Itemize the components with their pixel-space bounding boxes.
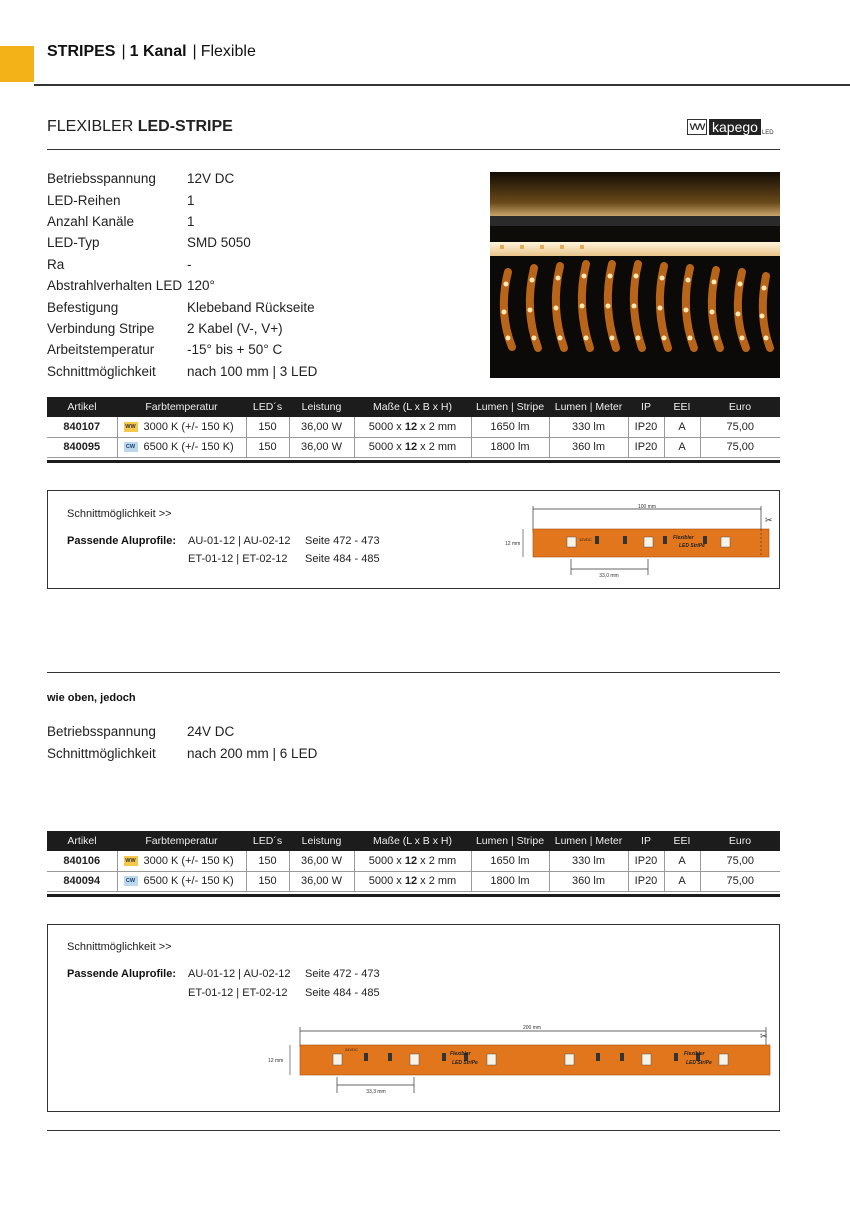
- page-header: [47, 43, 256, 61]
- spec-label: Betriebsspannung: [47, 171, 156, 187]
- profile-au: AU-01-12 | AU-02-12: [188, 535, 291, 547]
- table-header-row: [47, 831, 780, 851]
- spec-row: [47, 742, 377, 763]
- profile-et-pages: Seite 484 - 485: [305, 987, 380, 999]
- cut-info-box: [47, 490, 780, 589]
- header-separator: |: [192, 43, 197, 60]
- dim-width-label: 12 mm: [505, 541, 521, 547]
- led-count: 150: [246, 437, 289, 457]
- eei-class: A: [664, 437, 700, 457]
- column-header: Maße (L x B x H): [354, 831, 471, 851]
- spec-label: Anzahl Kanäle: [47, 213, 135, 229]
- profiles-label: Passende Aluprofile:: [67, 968, 177, 980]
- header-type: Flexible: [200, 43, 256, 60]
- cold-white-badge-icon: CW: [124, 876, 138, 886]
- table-row: [47, 437, 780, 457]
- lumen-meter: 360 lm: [549, 437, 628, 457]
- warm-white-badge-icon: WW: [125, 857, 136, 864]
- spec-row: [47, 211, 377, 232]
- color-temperature-cell: [117, 437, 246, 457]
- dimension-length: 5000 x: [368, 420, 405, 433]
- column-header: Lumen | Stripe: [471, 831, 549, 851]
- lumen-meter: 360 lm: [549, 871, 628, 891]
- dimension-width: 12: [404, 420, 418, 433]
- scissors-icon: ✂: [765, 515, 773, 525]
- lumen-stripe: 1800 lm: [471, 871, 549, 891]
- color-temperature: 3000 K (+/- 150 K): [143, 420, 234, 433]
- column-header: Lumen | Meter: [549, 397, 628, 417]
- table-row: [47, 871, 780, 891]
- led-chip-icon: [333, 1054, 342, 1065]
- price: 75,00: [700, 851, 780, 871]
- spec-row: [47, 721, 377, 742]
- article-number: 840094: [47, 871, 117, 891]
- eei-class: A: [664, 417, 700, 437]
- strip-print-text: Flexibler: [673, 535, 694, 541]
- strip-print-text: Flexibler: [684, 1051, 705, 1057]
- ip-rating: IP20: [628, 871, 664, 891]
- column-header: Euro: [700, 397, 780, 417]
- profile-et-pages: Seite 484 - 485: [305, 553, 380, 565]
- profile-et: ET-01-12 | ET-02-12: [188, 987, 288, 999]
- strip-print-text: LED StriPe: [679, 543, 705, 549]
- column-header: Farbtemperatur: [117, 831, 246, 851]
- dim-pitch-label: 33,3 mm: [366, 1089, 386, 1095]
- header-channel: 1 Kanal: [129, 43, 187, 60]
- spec-row: [47, 318, 377, 339]
- product-table-24v: [47, 831, 780, 892]
- spec-row: [47, 168, 377, 189]
- spec-list: [47, 168, 377, 382]
- column-header: Artikel: [47, 831, 117, 851]
- cut-diagram-200mm: [266, 1021, 774, 1099]
- price: 75,00: [700, 417, 780, 437]
- lumen-stripe: 1650 lm: [471, 851, 549, 871]
- spec-label: Schnittmöglichkeit: [47, 363, 156, 379]
- brand-sub: LED: [761, 130, 774, 136]
- spec-value: 1: [187, 213, 195, 229]
- column-header: Leistung: [289, 397, 354, 417]
- lumen-meter: 330 lm: [549, 851, 628, 871]
- dimension-height: x 2 mm: [417, 441, 457, 453]
- variant-spec-list: [47, 721, 377, 764]
- strip-print-text: Flexibler: [450, 1051, 471, 1057]
- dimension-height: x 2 mm: [417, 420, 457, 433]
- spec-label: Arbeitstemperatur: [47, 342, 155, 358]
- profile-et: ET-01-12 | ET-02-12: [188, 553, 288, 565]
- spec-row: [47, 254, 377, 275]
- dim-length-label: 100 mm: [637, 504, 657, 510]
- dimensions: [354, 437, 471, 457]
- spec-value: -15° bis + 50° C: [187, 342, 283, 358]
- color-temperature: 3000 K (+/- 150 K): [143, 854, 234, 867]
- product-title-bold: LED-STRIPE: [137, 118, 233, 135]
- power: 36,00 W: [289, 417, 354, 437]
- eei-class: A: [664, 871, 700, 891]
- column-header: Lumen | Meter: [549, 831, 628, 851]
- lumen-meter: 330 lm: [549, 417, 628, 437]
- column-header: IP: [628, 397, 664, 417]
- ip-rating: IP20: [628, 417, 664, 437]
- price: 75,00: [700, 437, 780, 457]
- scissors-icon: ✂: [760, 1031, 768, 1041]
- table-bottom-rule: [47, 894, 780, 897]
- profile-au: AU-01-12 | AU-02-12: [188, 968, 291, 980]
- section-tab-marker: [0, 46, 34, 82]
- dimension-width: 12: [404, 854, 418, 867]
- lumen-stripe: 1650 lm: [471, 417, 549, 437]
- spec-value: 24V DC: [187, 724, 235, 740]
- column-header: Euro: [700, 831, 780, 851]
- led-chip-icon: [565, 1054, 574, 1065]
- column-header: LED´s: [246, 397, 289, 417]
- product-title-light: FLEXIBLER: [47, 118, 134, 135]
- title-rule: [47, 149, 780, 150]
- article-number: 840095: [47, 437, 117, 457]
- bottom-rule: [47, 1130, 780, 1131]
- article-number: 840106: [47, 851, 117, 871]
- spec-value: -: [187, 256, 192, 272]
- spec-row: [47, 275, 377, 296]
- strip-voltage-label: 12VDC: [579, 537, 592, 542]
- color-temperature: 6500 K (+/- 150 K): [143, 441, 234, 453]
- warm-white-badge-icon: WW: [125, 423, 136, 430]
- article-number: 840107: [47, 417, 117, 437]
- spec-value: 120°: [187, 278, 215, 294]
- spec-label: Betriebsspannung: [47, 724, 156, 740]
- dimension-length: 5000 x: [368, 441, 405, 453]
- color-temperature: 6500 K (+/- 150 K): [143, 875, 234, 887]
- cut-info-box: [47, 924, 780, 1112]
- column-header: Lumen | Stripe: [471, 397, 549, 417]
- led-count: 150: [246, 851, 289, 871]
- spec-label: Abstrahlverhalten LED: [47, 278, 183, 294]
- header-rule: [34, 84, 850, 86]
- led-count: 150: [246, 871, 289, 891]
- spec-row: [47, 339, 377, 360]
- spec-value: nach 100 mm | 3 LED: [187, 363, 318, 379]
- table-bottom-rule: [47, 460, 780, 463]
- column-header: Leistung: [289, 831, 354, 851]
- dimensions: [354, 417, 471, 437]
- color-temperature-cell: [117, 871, 246, 891]
- dimension-height: x 2 mm: [417, 875, 457, 887]
- column-header: LED´s: [246, 831, 289, 851]
- section-divider: [47, 672, 780, 673]
- profile-au-pages: Seite 472 - 473: [305, 535, 380, 547]
- power: 36,00 W: [289, 851, 354, 871]
- table-header-row: [47, 397, 780, 417]
- color-temperature-cell: [117, 417, 246, 437]
- column-header: Farbtemperatur: [117, 397, 246, 417]
- product-title: [47, 118, 233, 136]
- dimension-width: 12: [404, 441, 418, 453]
- brand-name: kapego: [709, 119, 761, 135]
- power: 36,00 W: [289, 871, 354, 891]
- led-chip-icon: [642, 1054, 651, 1065]
- dimension-length: 5000 x: [368, 854, 405, 867]
- column-header: EEI: [664, 397, 700, 417]
- spec-label: Verbindung Stripe: [47, 320, 155, 336]
- price: 75,00: [700, 871, 780, 891]
- spec-row: [47, 189, 377, 210]
- product-table-12v: [47, 397, 780, 458]
- table-row: [47, 851, 780, 871]
- spec-row: [47, 361, 377, 382]
- power: 36,00 W: [289, 437, 354, 457]
- spec-row: [47, 296, 377, 317]
- column-header: EEI: [664, 831, 700, 851]
- led-chip-icon: [719, 1054, 728, 1065]
- dimension-length: 5000 x: [368, 875, 405, 887]
- header-separator: |: [121, 43, 126, 60]
- spec-label: Befestigung: [47, 299, 119, 315]
- strip-print-text: LED StriPe: [686, 1060, 712, 1066]
- spec-value: SMD 5050: [187, 235, 251, 251]
- profiles-label: Passende Aluprofile:: [67, 535, 177, 547]
- table-row: [47, 417, 780, 437]
- led-chip-icon: [721, 537, 730, 547]
- spec-value: Klebeband Rückseite: [187, 299, 315, 315]
- led-count: 150: [246, 417, 289, 437]
- led-chip-icon: [487, 1054, 496, 1065]
- spec-label: LED-Typ: [47, 235, 100, 251]
- spec-label: LED-Reihen: [47, 192, 121, 208]
- strip-voltage-label: 24VDC: [345, 1047, 358, 1052]
- eei-class: A: [664, 851, 700, 871]
- column-header: IP: [628, 831, 664, 851]
- spec-label: Schnittmöglichkeit: [47, 745, 156, 761]
- dim-pitch-label: 33,0 mm: [599, 573, 619, 579]
- dimension-height: x 2 mm: [417, 854, 457, 867]
- cut-diagram-100mm: [503, 503, 775, 581]
- dim-length-label: 200 mm: [522, 1025, 542, 1031]
- dimensions: [354, 851, 471, 871]
- brand-logo: [687, 118, 774, 136]
- spec-value: nach 200 mm | 6 LED: [187, 745, 318, 761]
- dimension-width: 12: [404, 875, 418, 887]
- ip-rating: IP20: [628, 851, 664, 871]
- cut-title: Schnittmöglichkeit >>: [67, 941, 172, 953]
- cut-title: Schnittmöglichkeit >>: [67, 508, 172, 520]
- spec-label: Ra: [47, 256, 65, 272]
- spec-row: [47, 232, 377, 253]
- spec-value: 2 Kabel (V-, V+): [187, 320, 283, 336]
- dimensions: [354, 871, 471, 891]
- ip-rating: IP20: [628, 437, 664, 457]
- led-chip-icon: [410, 1054, 419, 1065]
- color-temperature-cell: [117, 851, 246, 871]
- strip-print-text: LED StriPe: [452, 1060, 478, 1066]
- profile-au-pages: Seite 472 - 473: [305, 968, 380, 980]
- spec-value: 12V DC: [187, 171, 235, 187]
- product-photo: [490, 172, 780, 378]
- led-stripe-photo-image: [490, 172, 780, 378]
- spec-value: 1: [187, 192, 195, 208]
- variant-heading: wie oben, jedoch: [47, 692, 136, 704]
- led-chip-icon: [567, 537, 576, 547]
- column-header: Maße (L x B x H): [354, 397, 471, 417]
- dim-width-label: 12 mm: [268, 1058, 284, 1064]
- led-chip-icon: [644, 537, 653, 547]
- lumen-stripe: 1800 lm: [471, 437, 549, 457]
- cold-white-badge-icon: CW: [124, 442, 138, 452]
- brand-mark-icon: VVV: [687, 119, 707, 135]
- column-header: Artikel: [47, 397, 117, 417]
- header-section: STRIPES: [47, 43, 116, 60]
